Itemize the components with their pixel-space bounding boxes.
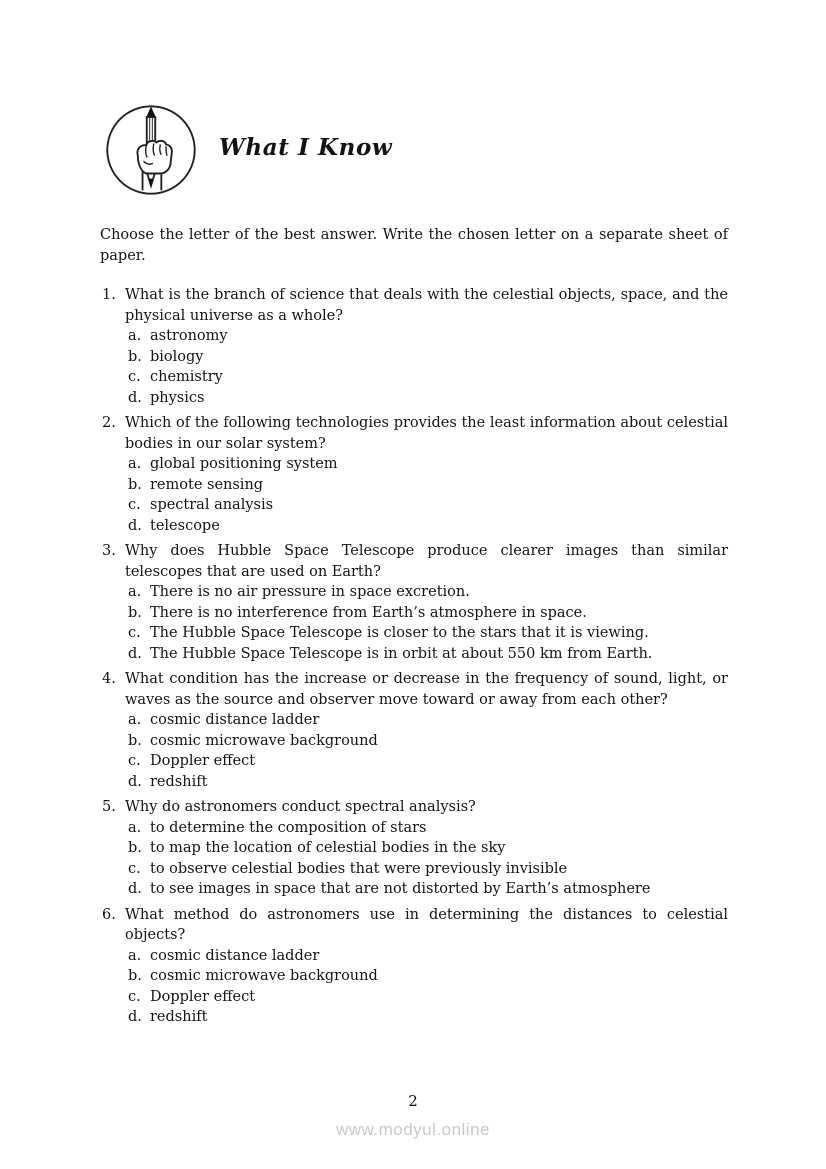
question-text: Why does Hubble Space Telescope produce clearer images than similar telescopes that are used on Earth? bbox=[125, 543, 728, 580]
option-letter: c. bbox=[128, 497, 141, 513]
answer-option bbox=[128, 495, 728, 516]
hand-holding-pencil-icon bbox=[104, 103, 198, 197]
option-letter: c. bbox=[128, 753, 141, 769]
answer-option bbox=[128, 582, 728, 603]
answer-option bbox=[128, 516, 728, 537]
option-letter: b. bbox=[128, 840, 142, 856]
option-text: remote sensing bbox=[150, 476, 264, 493]
option-text: to determine the composition of stars bbox=[150, 819, 427, 836]
question-6 bbox=[100, 905, 728, 1028]
answer-option bbox=[128, 388, 728, 409]
question-body bbox=[125, 285, 728, 408]
option-text: redshift bbox=[150, 773, 208, 790]
question-4 bbox=[100, 669, 728, 792]
question-text: What is the branch of science that deals with the celestial objects, space, and the physical universe as a whole? bbox=[125, 287, 728, 324]
option-letter: c. bbox=[128, 369, 141, 385]
option-letter: c. bbox=[128, 625, 141, 641]
option-text: chemistry bbox=[150, 369, 223, 385]
question-number: 5. bbox=[102, 799, 116, 815]
question-number: 6. bbox=[102, 906, 116, 923]
question-3 bbox=[100, 541, 728, 664]
answer-option bbox=[128, 731, 728, 752]
option-letter: b. bbox=[128, 348, 142, 365]
option-text: The Hubble Space Telescope is in orbit at about 550 km from Earth. bbox=[150, 645, 653, 662]
answer-option bbox=[128, 326, 728, 347]
answer-option bbox=[128, 879, 728, 900]
option-letter: b. bbox=[128, 732, 142, 749]
option-letter: d. bbox=[128, 881, 142, 897]
instructions-text: Choose the letter of the best answer. Write the chosen letter on a separate sheet of paper. bbox=[100, 227, 728, 264]
answer-option bbox=[128, 818, 728, 839]
option-letter: c. bbox=[128, 860, 141, 877]
option-letter: a. bbox=[128, 947, 142, 964]
answer-option bbox=[128, 347, 728, 368]
option-text: telescope bbox=[150, 517, 220, 534]
option-letter: d. bbox=[128, 773, 142, 790]
question-2 bbox=[100, 413, 728, 536]
option-letter: a. bbox=[128, 712, 142, 728]
question-body bbox=[125, 905, 728, 1028]
option-letter: c. bbox=[128, 988, 141, 1005]
option-letter: d. bbox=[128, 389, 142, 406]
answer-option bbox=[128, 623, 728, 644]
option-letter: a. bbox=[128, 456, 142, 472]
question-number: 2. bbox=[102, 415, 116, 431]
option-text: The Hubble Space Telescope is closer to the stars that it is viewing. bbox=[150, 625, 649, 641]
option-text: to map the location of celestial bodies in the sky bbox=[150, 840, 506, 856]
answer-option bbox=[128, 475, 728, 496]
answer-option bbox=[128, 367, 728, 388]
question-number: 4. bbox=[102, 671, 116, 687]
answer-option bbox=[128, 987, 728, 1008]
option-letter: b. bbox=[128, 968, 142, 984]
content-area bbox=[100, 225, 728, 1033]
option-text: biology bbox=[150, 348, 204, 365]
option-text: to see images in space that are not distorted by Earth’s atmosphere bbox=[150, 881, 651, 897]
option-text: Doppler effect bbox=[150, 988, 256, 1005]
option-text: astronomy bbox=[150, 328, 228, 344]
option-letter: d. bbox=[128, 1009, 142, 1025]
watermark: www.modyul.online bbox=[335, 1120, 490, 1139]
option-text: There is no interference from Earth’s atmosphere in space. bbox=[150, 604, 587, 621]
question-body bbox=[125, 413, 728, 536]
answer-option bbox=[128, 946, 728, 967]
answer-option bbox=[128, 1007, 728, 1028]
option-letter: a. bbox=[128, 584, 142, 600]
question-text: What condition has the increase or decrease in the frequency of sound, light, or waves as the source and observer move toward or away from each other? bbox=[125, 671, 728, 708]
answer-option bbox=[128, 966, 728, 987]
option-letter: d. bbox=[128, 517, 142, 534]
question-1 bbox=[100, 285, 728, 408]
option-text: cosmic microwave background bbox=[150, 732, 378, 749]
option-letter: d. bbox=[128, 645, 142, 662]
section-title: What I Know bbox=[219, 133, 393, 161]
answer-option bbox=[128, 751, 728, 772]
option-letter: a. bbox=[128, 819, 142, 836]
option-text: redshift bbox=[150, 1009, 208, 1025]
option-letter: b. bbox=[128, 604, 142, 621]
page-number: 2 bbox=[408, 1092, 418, 1110]
question-text: What method do astronomers use in determining the distances to celestial objects? bbox=[125, 906, 728, 943]
question-list bbox=[100, 285, 728, 1028]
option-text: global positioning system bbox=[150, 456, 338, 472]
answer-option bbox=[128, 710, 728, 731]
option-text: Doppler effect bbox=[150, 753, 256, 769]
answer-option bbox=[128, 454, 728, 475]
option-text: spectral analysis bbox=[150, 497, 274, 513]
answer-option bbox=[128, 772, 728, 793]
option-text: cosmic distance ladder bbox=[150, 712, 320, 728]
answer-option bbox=[128, 603, 728, 624]
option-letter: a. bbox=[128, 328, 142, 344]
answer-option bbox=[128, 859, 728, 880]
answer-option bbox=[128, 838, 728, 859]
option-text: cosmic distance ladder bbox=[150, 947, 320, 964]
section-header bbox=[104, 103, 392, 197]
question-5 bbox=[100, 797, 728, 900]
question-text: Which of the following technologies provides the least information about celestial bodies in our solar system? bbox=[125, 415, 728, 452]
option-letter: b. bbox=[128, 476, 142, 493]
question-body bbox=[125, 669, 728, 792]
option-text: There is no air pressure in space excretion. bbox=[150, 584, 470, 600]
option-text: physics bbox=[150, 389, 205, 406]
option-text: to observe celestial bodies that were previously invisible bbox=[150, 860, 568, 877]
answer-option bbox=[128, 644, 728, 665]
question-text: Why do astronomers conduct spectral analysis? bbox=[125, 799, 476, 815]
question-body bbox=[125, 797, 728, 900]
question-number: 1. bbox=[102, 287, 116, 303]
question-number: 3. bbox=[102, 543, 116, 559]
option-text: cosmic microwave background bbox=[150, 968, 378, 984]
question-body bbox=[125, 541, 728, 664]
